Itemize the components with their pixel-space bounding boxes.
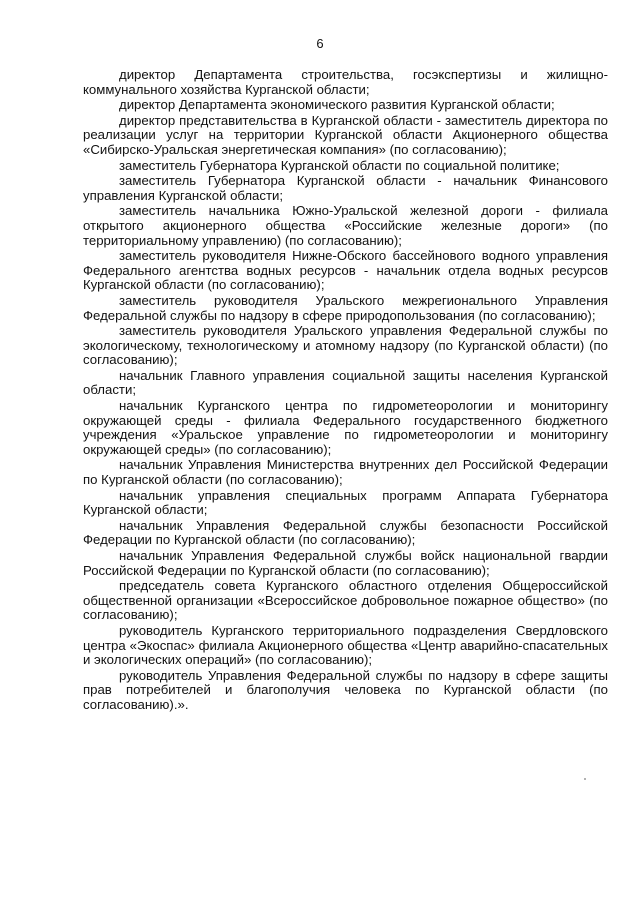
list-item: начальник Главного управления социальной защиты населения Курганской области;	[83, 367, 608, 398]
page-number: 6	[316, 36, 324, 51]
list-item: руководитель Курганского территориального подразделения Свердловского центра «Экоспас» филиала Акционерного общества «Центр аварийно-спасательных и экологических операций» (по согласованию);	[83, 622, 608, 668]
list-item: директор представительства в Курганской области - заместитель директора по реализации услуг на территории Курганской области Акционерного общества «Сибирско-Уральская энергетическая компания» (по согласованию);	[83, 112, 608, 157]
list-item: начальник Управления Министерства внутренних дел Российской Федерации по Курганской области (по согласованию);	[83, 457, 608, 488]
list-item: начальник Управления Федеральной службы безопасности Российской Федерации по Курганской области (по согласованию);	[83, 517, 608, 548]
list-item: начальник управления специальных программ Аппарата Губернатора Курганской области;	[83, 487, 608, 518]
list-item: заместитель Губернатора Курганской области - начальник Финансового управления Курганской области;	[83, 173, 608, 203]
list-item: директор Департамента строительства, госэкспертизы и жилищно-коммунального хозяйства Курганской области;	[83, 67, 608, 97]
scan-speck	[584, 778, 586, 780]
member-list	[83, 68, 608, 714]
list-item: заместитель руководителя Уральского межрегионального Управления Федеральной службы по надзору в сфере природопользования (по согласованию);	[83, 292, 608, 323]
list-item: председатель совета Курганского областного отделения Общероссийской общественной организации «Всероссийское добровольное пожарное общество» (по согласованию);	[83, 578, 608, 623]
list-item: начальник Управления Федеральной службы войск национальной гвардии Российской Федерации по Курганской области (по согласованию);	[83, 548, 608, 578]
list-item: заместитель начальника Южно-Уральской железной дороги - филиала открытого акционерного общества «Российские железные дороги» (по территориальному управлению) (по согласованию);	[83, 203, 608, 248]
list-item: директор Департамента экономического развития Курганской области;	[119, 97, 555, 113]
list-item: заместитель руководителя Уральского управления Федеральной службы по экологическому, технологическому и атомному надзору (по Курганской области) (по согласованию);	[83, 323, 608, 368]
list-item: начальник Курганского центра по гидрометеорологии и мониторингу окружающей среды - филиала Федерального государственного бюджетного учреждения «Уральское управление по гидрометеорологии и мониторингу окружающей среды» (по согласованию);	[83, 398, 608, 457]
list-item: заместитель Губернатора Курганской области по социальной политике;	[119, 157, 560, 173]
list-item: руководитель Управления Федеральной службы по надзору в сфере защиты прав потребителей и благополучия человека по Курганской области (по согласованию).».	[83, 667, 608, 712]
list-item: заместитель руководителя Нижне-Обского бассейнового водного управления Федерального агентства водных ресурсов - начальник отдела водных ресурсов Курганской области (по согласованию);	[83, 248, 608, 293]
